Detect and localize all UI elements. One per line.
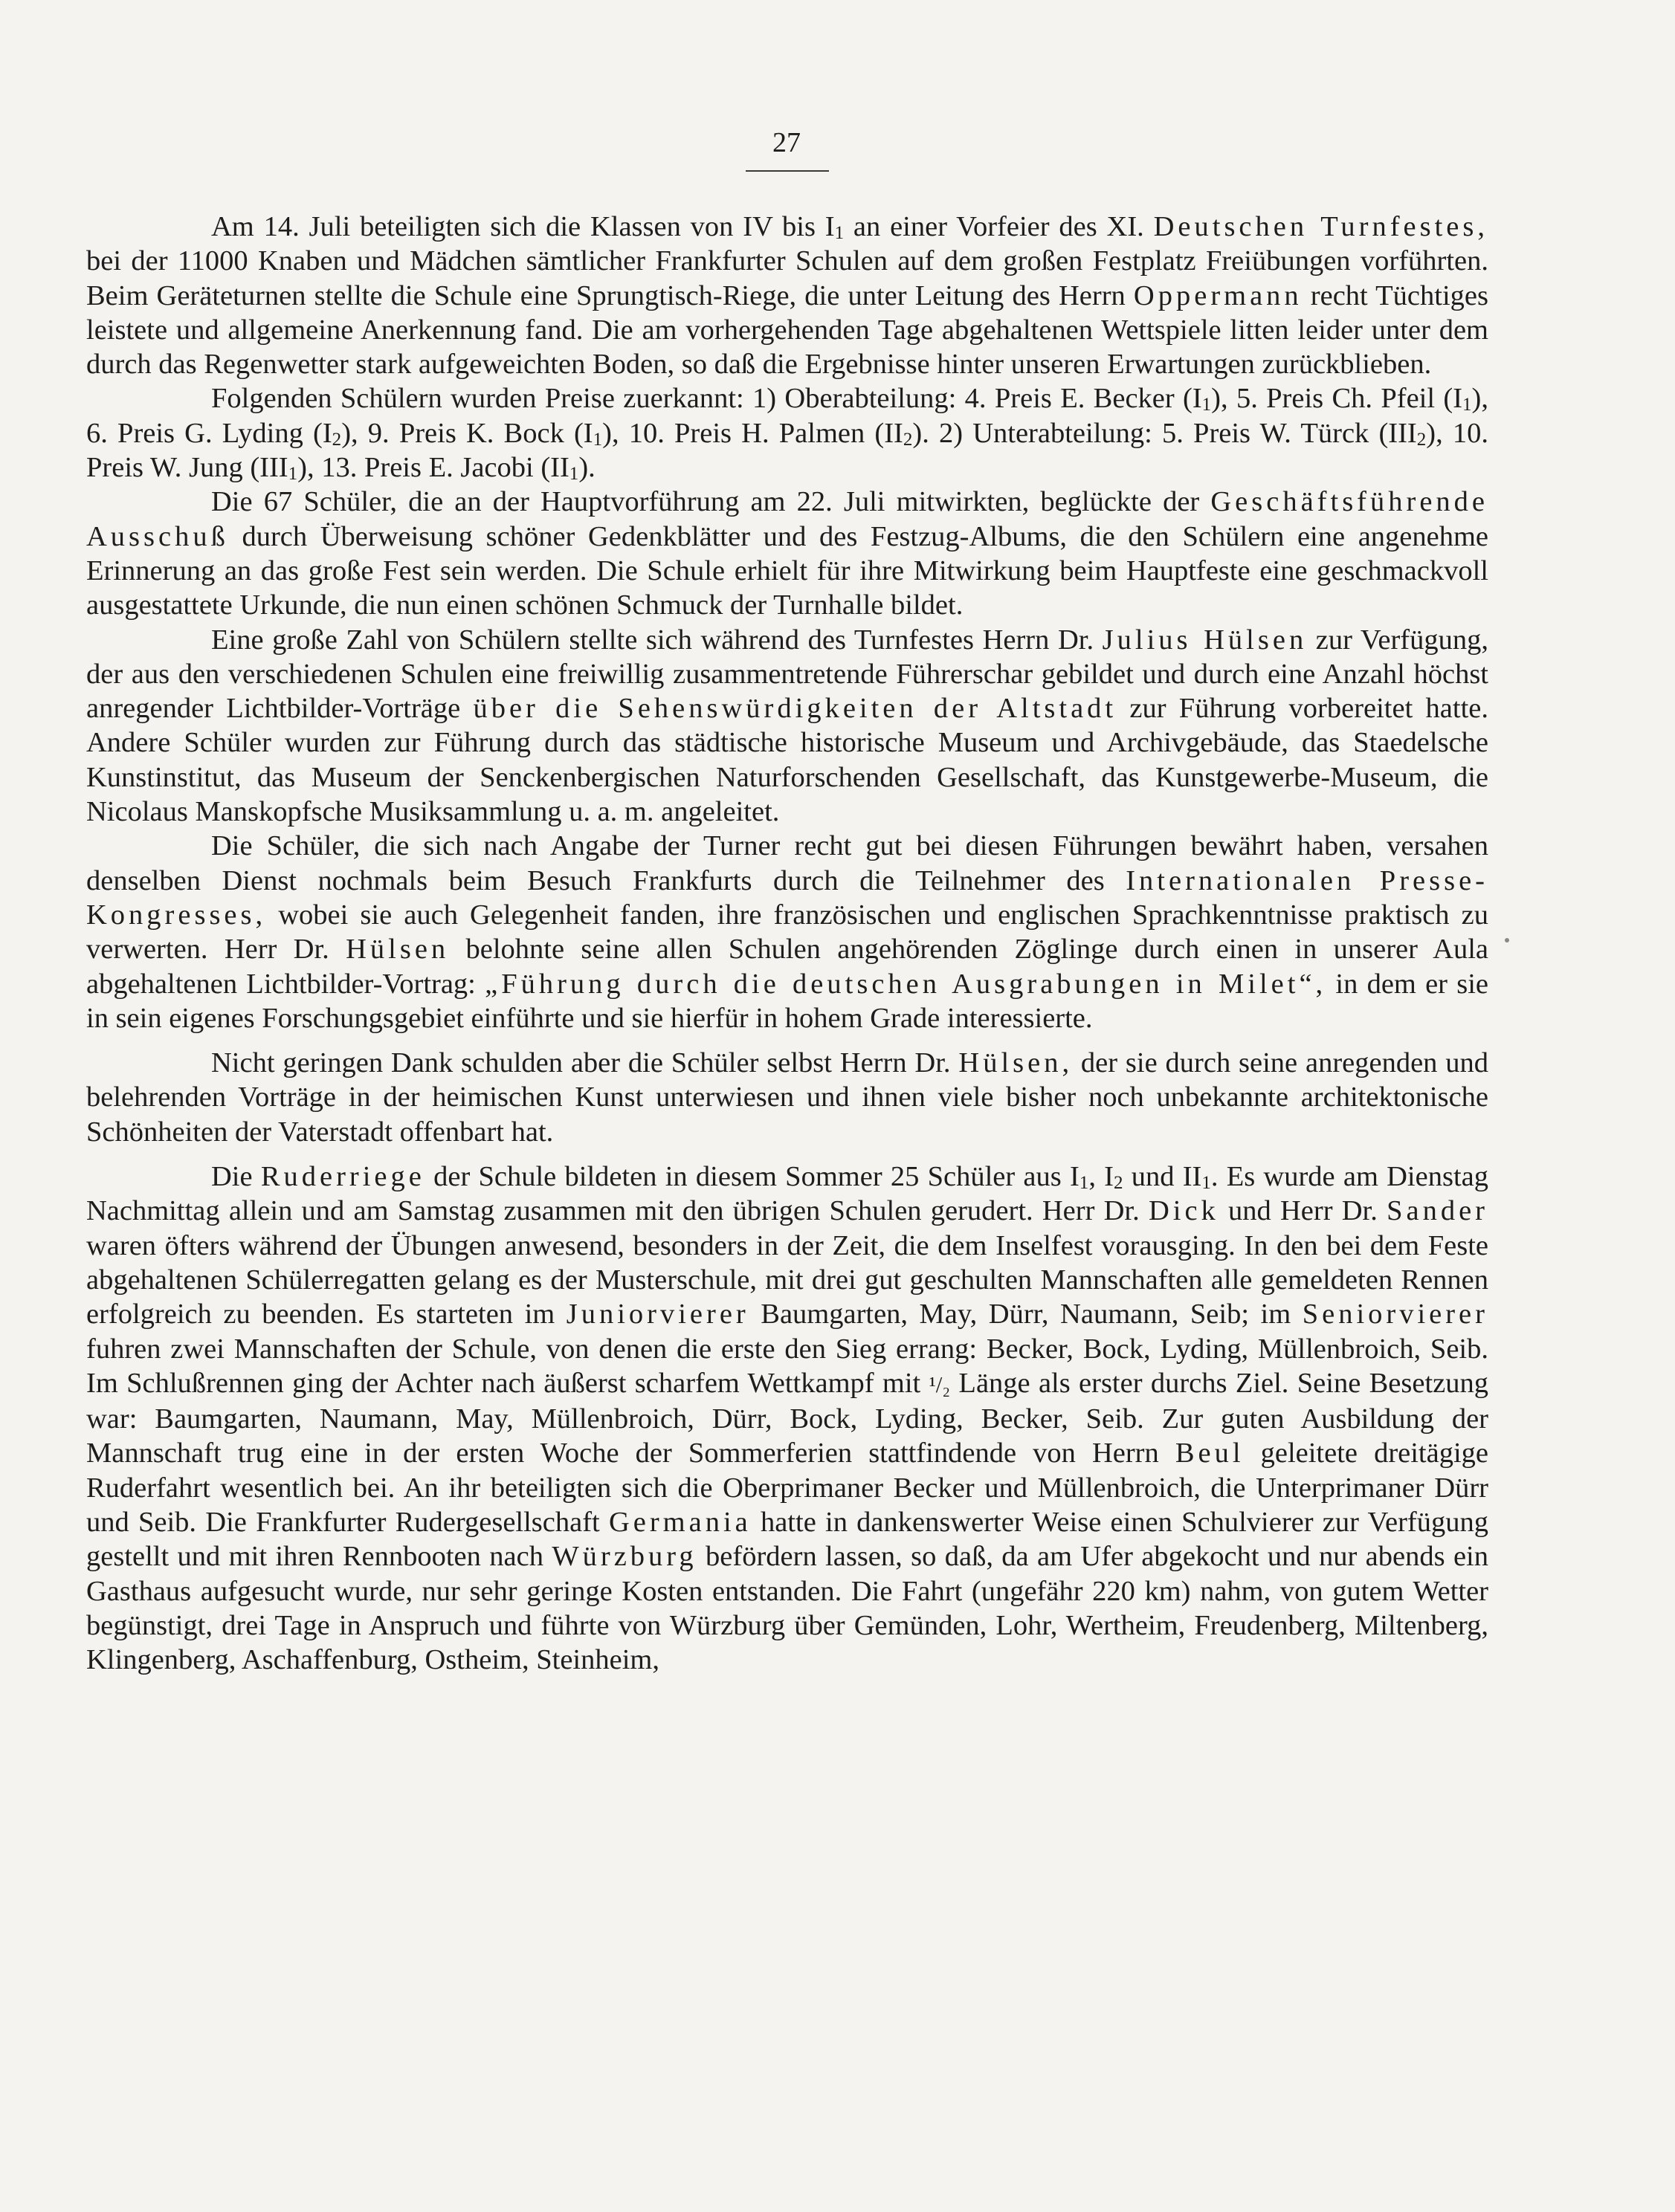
- text-run: Am 14. Juli beteiligten sich die Klassen von IV bis I: [211, 211, 835, 242]
- spaced-emphasis: Hülsen: [346, 934, 450, 966]
- text-run: Baumgarten, May, Dürr, Naumann, Seib; im: [749, 1299, 1303, 1330]
- text-run: fuhren zwei Mannschaften der Schule, von denen die erste den Sieg errang: Becker, Bock, Lyding, Müllenbroich, Seib. Im Schlußrennen ging der Achter nach äußerst scharfem Wettkampf mit: [86, 1333, 1488, 1399]
- text-run: ), 13. Preis E. Jacobi (II: [297, 452, 569, 484]
- text-run: ), 5. Preis Ch. Pfeil (I: [1211, 383, 1463, 415]
- paragraph: [86, 623, 1488, 830]
- spaced-emphasis: Geschäftsführende Ausschuß: [86, 486, 1488, 552]
- class-subscript: 1: [569, 463, 579, 484]
- text-run: Länge als erster durchs Ziel. Seine Besetzung war: Baumgarten, Naumann, May, Müllenbroich, Dürr, Bock, Lyding, Becker, Seib. Zur guten Ausbildung der Mannschaft trug eine in der ersten Woche der Sommerferien stattfindende von Herrn: [86, 1367, 1488, 1469]
- paragraph: [86, 829, 1488, 1035]
- text-run: durch Überweisung schöner Gedenkblätter und des Festzug-Albums, die den Schülern eine angenehme Erinnerung an das große Fest sein werden. Die Schule erhielt für ihre Mitwirkung beim Hauptfeste eine geschmackvoll ausgestattete Urkunde, die nun einen schönen Schmuck der Turnhalle bildet.: [86, 520, 1488, 621]
- text-run: ).: [578, 452, 596, 484]
- text-run: hatte in dankenswerter Weise einen Schulvierer zur Verfügung gestellt und mit ihren Rennbooten nach: [86, 1506, 1488, 1573]
- text-run: geleitete dreitägige Ruderfahrt wesentlich bei. An ihr beteiligten sich die Oberprimaner Becker und Müllenbroich, die Unterprimaner Dürr und Seib. Die Frankfurter Rudergesellschaft: [86, 1438, 1488, 1538]
- spaced-emphasis: Hülsen,: [958, 1047, 1074, 1079]
- spaced-emphasis: Germania: [608, 1506, 752, 1538]
- paragraph: [86, 485, 1488, 622]
- text-run: Folgenden Schülern wurden Preise zuerkannt: 1) Oberabteilung: 4. Preis E. Becker (I: [211, 383, 1202, 415]
- spaced-emphasis: Dick: [1148, 1195, 1219, 1227]
- text-run: , I: [1088, 1161, 1114, 1193]
- class-subscript: 1: [1201, 1172, 1211, 1193]
- class-subscript: 2: [332, 429, 342, 450]
- text-run: wobei sie auch Gelegenheit fanden, ihre französischen und englischen Sprachkenntnisse praktisch zu verwerten. Herr Dr.: [86, 899, 1488, 966]
- paragraph: [86, 381, 1488, 485]
- text-run: zur Verfügung, der aus den verschiedenen Schulen eine freiwillig zusammentretende Führerschar gebildet und durch eine Anzahl höchst anregender Lichtbilder-Vorträge: [86, 624, 1488, 725]
- fraction: ¹/₂: [929, 1371, 951, 1397]
- paragraph: [86, 1046, 1488, 1149]
- scan-speck: [1505, 938, 1509, 942]
- text-run: ), 6. Preis G. Lyding (I: [86, 383, 1488, 449]
- spaced-emphasis: Würzburg: [552, 1541, 697, 1573]
- text-run: recht Tüchtiges leistete und allgemeine Anerkennung fand. Die am vorhergehenden Tage abgehaltenen Wettspiele litten leider unter dem durch das Regenwetter stark aufgeweichten Boden, so daß die Ergebnisse hinter unseren Erwartungen zurückblieben.: [86, 279, 1488, 381]
- text-run: und II: [1123, 1161, 1202, 1193]
- text-run: bei der 11000 Knaben und Mädchen sämtlicher Frankfurter Schulen auf dem großen Festplatz Freiübungen vorführten. Beim Geräteturnen stellte die Schule eine Sprungtisch-Riege, die unter Leitung des Herrn: [86, 245, 1488, 311]
- text-run: Die Schüler, die sich nach Angabe der Turner recht gut bei diesen Führungen bewährt haben, versahen denselben Dienst nochmals beim Besuch Frankfurts durch die Teilnehmer des: [86, 830, 1488, 896]
- page-number-rule: [746, 170, 829, 172]
- spaced-emphasis: Internationalen Presse-Kongresses,: [86, 864, 1489, 931]
- paragraph: [86, 1160, 1488, 1677]
- text-run: zur Führung vorbereitet hatte. Andere Schüler wurden zur Führung durch das städtische historische Museum und Archivgebäude, das Staedelsche Kunstinstitut, das Museum der Senckenbergischen Naturforschenden Gesellschaft, das Kunstgewerbe-Museum, die Nicolaus Manskopfsche Musiksammlung u. a. m. angeleitet.: [86, 693, 1488, 828]
- text-run: ), 9. Preis K. Bock (I: [341, 417, 593, 449]
- paragraph: [86, 210, 1488, 381]
- page-number: 27: [772, 127, 801, 158]
- class-subscript: 1: [593, 429, 603, 450]
- spaced-emphasis: „Führung durch die deutschen Ausgrabungen in Milet“,: [485, 968, 1327, 1000]
- spaced-emphasis: Sander: [1387, 1195, 1488, 1227]
- spaced-emphasis: Ruderriege: [260, 1161, 425, 1193]
- text-run: Eine große Zahl von Schülern stellte sich während des Turnfestes Herrn Dr.: [211, 624, 1103, 656]
- text-run: der Schule bildeten in diesem Sommer 25 Schüler aus I: [425, 1161, 1079, 1193]
- class-subscript: 2: [1416, 429, 1427, 450]
- class-subscript: 2: [1113, 1172, 1123, 1193]
- spaced-emphasis: Oppermann: [1133, 279, 1303, 311]
- text-run: und Herr Dr.: [1219, 1195, 1387, 1227]
- spaced-emphasis: Juniorvierer: [566, 1299, 749, 1330]
- class-subscript: 1: [1079, 1172, 1089, 1193]
- spaced-emphasis: Julius Hülsen: [1102, 624, 1308, 656]
- text-run: Nicht geringen Dank schulden aber die Schüler selbst Herrn Dr.: [211, 1047, 959, 1079]
- spaced-emphasis: Beul: [1175, 1438, 1245, 1469]
- text-run: der sie durch seine anregenden und belehrenden Vorträge in der heimischen Kunst unterwiesen und ihnen viele bisher noch unbekannte architektonische Schönheiten der Vaterstadt offenbart hat.: [86, 1047, 1489, 1148]
- body-text: [86, 210, 1488, 1677]
- text-run: ). 2) Unterabteilung: 5. Preis W. Türck (III: [912, 417, 1417, 449]
- text-run: Die 67 Schüler, die an der Hauptvorführung am 22. Juli mitwirkten, beglückte der: [211, 486, 1211, 518]
- text-run: an einer Vorfeier des XI.: [844, 211, 1154, 242]
- class-subscript: 1: [1462, 395, 1472, 415]
- text-run: ), 10. Preis W. Jung (III: [86, 417, 1488, 484]
- spaced-emphasis: über die Sehenswürdigkeiten der Altstadt: [473, 693, 1117, 725]
- spaced-emphasis: Seniorvierer: [1302, 1299, 1488, 1330]
- text-run: befördern lassen, so daß, da am Ufer abgekocht und nur abends ein Gasthaus aufgesucht wurde, nur sehr geringe Kosten entstanden. Die Fahrt (ungefähr 220 km) nahm, von gutem Wetter begünstigt, drei Tage in Anspruch und führte von Würzburg über Gemünden, Lohr, Wertheim, Freudenberg, Miltenberg, Klingenberg, Aschaffenburg, Ostheim, Steinheim,: [86, 1541, 1488, 1676]
- class-subscript: 1: [1201, 395, 1212, 415]
- class-subscript: 1: [288, 463, 298, 484]
- class-subscript: 1: [834, 222, 845, 243]
- text-run: belohnte seine allen Schulen angehörenden Zöglinge durch einen in unserer Aula abgehaltenen Lichtbilder-Vortrag:: [86, 934, 1488, 1000]
- text-run: . Es wurde am Dienstag Nachmittag allein und am Samstag zusammen mit den übrigen Schulen gerudert. Herr Dr.: [86, 1161, 1488, 1227]
- spaced-emphasis: Deutschen Turnfestes,: [1153, 211, 1488, 242]
- text-run: ), 10. Preis H. Palmen (II: [602, 417, 903, 449]
- class-subscript: 2: [903, 429, 913, 450]
- text-run: Die: [211, 1161, 261, 1193]
- text-run: waren öfters während der Übungen anwesend, besonders in der Zeit, die dem Inselfest vorausging. In den bei dem Feste abgehaltenen Schülerregatten gelang es der Musterschule, mit drei gut geschulten Mannschaften alle gemeldeten Rennen erfolgreich zu beenden. Es starteten im: [86, 1229, 1488, 1330]
- text-run: in dem er sie in sein eigenes Forschungsgebiet einführte und sie hierfür in hohem Grade interessierte.: [86, 968, 1488, 1034]
